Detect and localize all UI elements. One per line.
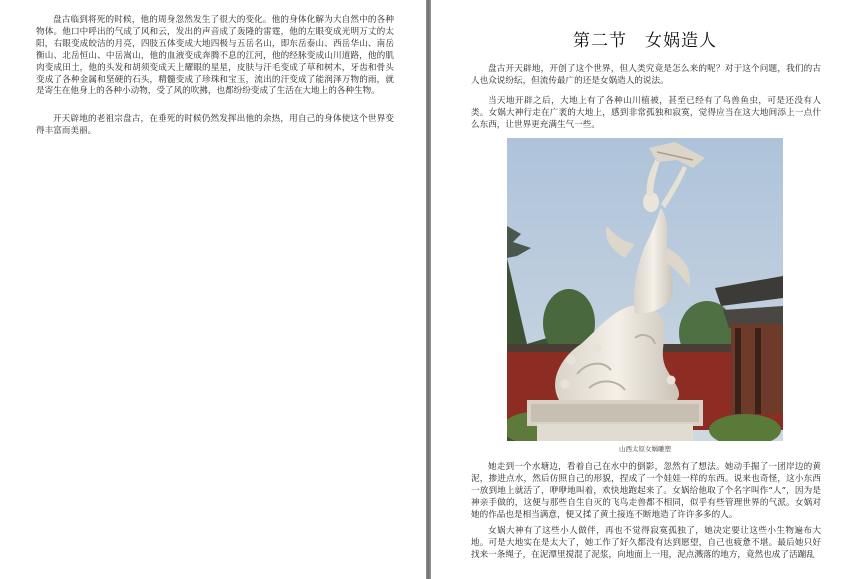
left-paragraph-1: 盘古临到将死的时候，他的周身忽然发生了很大的变化。他的身体化解为大自然中的各种物体。他口中呼出的气成了风和云，发出的声音成了轰隆的雷霆，他的左眼变成光明万丈的太阳，右眼变成皎洁的月亮，四肢五体变成大地四极与五岳名山，即东岳泰山、西岳华山、南岳衡山、北岳恒山、中岳嵩山，他的血液变成奔腾不息的江河，他的经脉变成山川道路，他的肌肉变成田土，他的头发和胡须变成天上耀眼的星星，皮肤与汗毛变成了草和树木，牙齿和骨头变成了各种金属和坚硬的石头，精髓变成了珍珠和宝玉，流出的汗变成了能润泽万物的雨，就是寄生在他身上的各种小动物，受了风的吹拂，也都纷纷变成了生活在大地上的各种生物。	[36, 15, 394, 97]
right-paragraph-4: 女娲大神有了这些小人做伴，再也不觉得寂寞孤独了，她决定要让这些小生物遍布大地。可是大地实在是太大了，她工作了好久都没有达到愿望，自己也疲惫不堪。最后她只好找来一条绳子，在泥潭里搅混了泥浆，向地面上一甩，泥点溅落的地方，竟然也成了活蹦乱	[471, 526, 821, 560]
left-page	[0, 0, 426, 579]
left-paragraph-2: 开天辟地的老祖宗盘古，在垂死的时候仍然发挥出他的余热，用自己的身体使这个世界变得丰富而美丽。	[36, 114, 394, 136]
right-paragraph-1: 盘古开天辟地，开创了这个世界，但人类究竟是怎么来的呢？对于这个问题，我们的古人也众说纷纭，但流传最广的还是女娲造人的说法。	[471, 64, 821, 86]
figure-caption: 山西太原女娲雕塑	[619, 445, 671, 453]
right-paragraph-3: 她走到一个水塘边，看着自己在水中的倒影，忽然有了想法。她动手掘了一团岸边的黄泥，掺进点水，然后仿照自己的形貌，捏成了一个娃娃一样的东西。说来也奇怪，这小东西一放到地上就活了，咿咿地叫着，欢快地跑起来了。女娲给他取了个名字叫作“人”，因为是神亲手做的，这便与那些自生自灭的飞鸟走兽都不相同，似乎有些管理世界的气派。女娲对她的作品也是相当满意，便又揉了黄土接连不断地造了许许多多的人。	[471, 462, 821, 520]
right-paragraph-2: 当天地开辟之后，大地上有了各种山川植被，甚至已经有了鸟兽鱼虫，可是还没有人类。女娲大神行走在广袤的大地上，感到非常孤独和寂寞，觉得应当在这大地间添上一点什么东西，让世界更充满生气一些。	[471, 96, 821, 130]
right-page	[431, 0, 859, 579]
section-heading: 第二节 女娲造人	[573, 31, 717, 51]
nuwa-statue-photo	[507, 138, 783, 441]
